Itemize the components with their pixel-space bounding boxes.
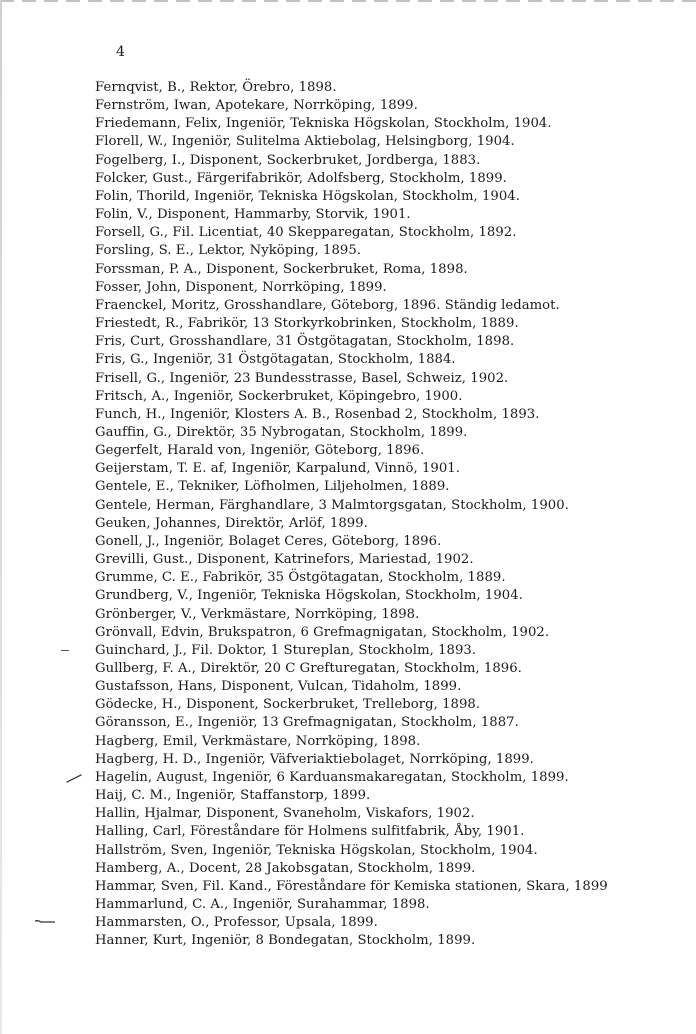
- list-item: [95, 842, 695, 860]
- entry-text: Gustafsson, Hans, Disponent, Vulcan, Tidaholm, 1899.: [95, 679, 462, 695]
- entry-text: Grönvall, Edvin, Brukspatron, 6 Grefmagnigatan, Stockholm, 1902.: [95, 624, 550, 640]
- entry-text: Geuken, Johannes, Direktör, Arlöf, 1899.: [95, 515, 368, 531]
- entry-text: Fernström, Iwan, Apotekare, Norrköping, 1899.: [95, 98, 418, 114]
- list-item: [95, 733, 695, 751]
- list-item: [95, 515, 695, 533]
- entry-text: Gentele, Herman, Färghandlare, 3 Malmtorgsgatan, Stockholm, 1900.: [95, 497, 569, 513]
- entry-text: Forsling, S. E., Lektor, Nyköping, 1895.: [95, 243, 362, 259]
- margin-stroke-mark: [35, 919, 55, 927]
- entry-text: Fraenckel, Moritz, Grosshandlare, Göteborg, 1896. Ständig ledamot.: [95, 297, 560, 313]
- entry-text: Grundberg, V., Ingeniör, Tekniska Högskolan, Stockholm, 1904.: [95, 588, 523, 604]
- list-item: [95, 932, 695, 950]
- list-item: [95, 224, 695, 242]
- list-item: [95, 769, 695, 787]
- entry-text: Funch, H., Ingeniör, Klosters A. B., Rosenbad 2, Stockholm, 1893.: [95, 406, 540, 422]
- list-item: [95, 333, 695, 351]
- entry-text: Gödecke, H., Disponent, Sockerbruket, Trelleborg, 1898.: [95, 697, 481, 713]
- entry-text: Gullberg, F. A., Direktör, 20 C Grefturegatan, Stockholm, 1896.: [95, 661, 522, 676]
- entry-text: Forssman, P. A., Disponent, Sockerbruket, Roma, 1898.: [95, 261, 468, 277]
- list-item: [95, 370, 695, 388]
- entry-text: Fogelberg, I., Disponent, Sockerbruket, Jordberga, 1883.: [95, 152, 481, 168]
- list-item: [95, 497, 695, 515]
- entry-text: Hanner, Kurt, Ingeniör, 8 Bondegatan, Stockholm, 1899.: [95, 933, 476, 949]
- list-item: [95, 823, 695, 841]
- margin-check-mark: [65, 771, 83, 787]
- scan-left-edge: [0, 0, 2, 1034]
- member-list: [95, 79, 695, 951]
- list-item: [95, 660, 695, 678]
- list-item: [95, 279, 695, 297]
- list-item: [95, 751, 695, 769]
- entry-text: Hagelin, August, Ingeniör, 6 Karduansmakaregatan, Stockholm, 1899.: [95, 769, 569, 785]
- list-item: [95, 133, 695, 151]
- entry-text: Gauffin, G., Direktör, 35 Nybrogatan, Stockholm, 1899.: [95, 424, 468, 440]
- list-item: [95, 787, 695, 805]
- list-item: [95, 714, 695, 732]
- list-item: [95, 896, 695, 914]
- entry-text: Folin, V., Disponent, Hammarby, Storvik, 1901.: [95, 207, 411, 223]
- list-item: [95, 805, 695, 823]
- entry-text: Hammarlund, C. A., Ingeniör, Surahammar, 1898.: [95, 897, 430, 913]
- entry-text: Haij, C. M., Ingeniör, Staffanstorp, 1899.: [95, 788, 371, 804]
- entry-text: Folin, Thorild, Ingeniör, Tekniska Högskolan, Stockholm, 1904.: [95, 188, 520, 204]
- list-item: [95, 587, 695, 605]
- list-item: [95, 115, 695, 133]
- entry-text: Hagberg, H. D., Ingeniör, Väfveriaktiebolaget, Norrköping, 1899.: [95, 751, 534, 767]
- list-item: [95, 242, 695, 260]
- list-item: [95, 79, 695, 97]
- page-number: 4: [116, 44, 125, 60]
- list-item: [95, 460, 695, 478]
- entry-text: Grumme, C. E., Fabrikör, 35 Östgötagatan, Stockholm, 1889.: [95, 570, 506, 586]
- entry-text: Göransson, E., Ingeniör, 13 Grefmagnigatan, Stockholm, 1887.: [95, 715, 519, 731]
- entry-text: Friedemann, Felix, Ingeniör, Tekniska Högskolan, Stockholm, 1904.: [95, 116, 552, 132]
- entry-text: Forsell, G., Fil. Licentiat, 40 Skepparegatan, Stockholm, 1892.: [95, 225, 517, 241]
- entry-text: Florell, W., Ingeniör, Sulitelma Aktiebolag, Helsingborg, 1904.: [95, 134, 515, 150]
- list-item: [95, 261, 695, 279]
- list-item: [95, 569, 695, 587]
- list-item: [95, 878, 695, 896]
- list-item: [95, 388, 695, 406]
- entry-text: Gentele, E., Tekniker, Löfholmen, Liljeholmen, 1889.: [95, 479, 450, 495]
- entry-text: Fritsch, A., Ingeniör, Sockerbruket, Köpingebro, 1900.: [95, 388, 463, 404]
- list-item: [95, 914, 695, 932]
- list-item: [95, 188, 695, 206]
- entry-text: Grönberger, V., Verkmästare, Norrköping, 1898.: [95, 606, 420, 622]
- list-item: [95, 442, 695, 460]
- entry-text: Gegerfelt, Harald von, Ingeniör, Göteborg, 1896.: [95, 443, 425, 459]
- list-item: [95, 152, 695, 170]
- list-item: [95, 624, 695, 642]
- entry-text: Geijerstam, T. E. af, Ingeniör, Karpalund, Vinnö, 1901.: [95, 461, 460, 477]
- entry-text: Friestedt, R., Fabrikör, 13 Storkyrkobrinken, Stockholm, 1889.: [95, 316, 519, 332]
- list-item: [95, 315, 695, 333]
- list-item: [95, 351, 695, 369]
- list-item: [95, 606, 695, 624]
- entry-text: Hammarsten, O., Professor, Upsala, 1899.: [95, 915, 378, 931]
- entry-text: Fernqvist, B., Rektor, Örebro, 1898.: [95, 80, 337, 95]
- entry-text: Hagberg, Emil, Verkmästare, Norrköping, 1898.: [95, 733, 421, 749]
- list-item: [95, 297, 695, 315]
- list-item: [95, 97, 695, 115]
- entry-text: Guinchard, J., Fil. Doktor, 1 Stureplan, Stockholm, 1893.: [95, 642, 477, 658]
- list-item: [95, 424, 695, 442]
- entry-text: Fris, Curt, Grosshandlare, 31 Östgötagatan, Stockholm, 1898.: [95, 334, 515, 350]
- entry-text: Hallin, Hjalmar, Disponent, Svaneholm, Viskafors, 1902.: [95, 806, 475, 822]
- entry-text: Grevilli, Gust., Disponent, Katrinefors, Mariestad, 1902.: [95, 552, 474, 568]
- entry-text: Hallström, Sven, Ingeniör, Tekniska Högskolan, Stockholm, 1904.: [95, 842, 538, 858]
- entry-text: Frisell, G., Ingeniör, 23 Bundesstrasse, Basel, Schweiz, 1902.: [95, 370, 509, 386]
- entry-text: Hammar, Sven, Fil. Kand., Föreståndare för Kemiska stationen, Skara, 1899: [95, 878, 608, 894]
- list-item: [95, 533, 695, 551]
- list-item: [95, 478, 695, 496]
- list-item: [95, 696, 695, 714]
- list-item: [95, 551, 695, 569]
- list-item: [95, 860, 695, 878]
- entry-text: Gonell, J., Ingeniör, Bolaget Ceres, Göteborg, 1896.: [95, 533, 442, 549]
- entry-text: Hamberg, A., Docent, 28 Jakobsgatan, Stockholm, 1899.: [95, 860, 476, 876]
- margin-dash-mark: [61, 650, 69, 651]
- scan-top-edge: [0, 0, 696, 2]
- list-item: [95, 170, 695, 188]
- list-item: [95, 678, 695, 696]
- list-item: [95, 206, 695, 224]
- entry-text: Folcker, Gust., Färgerifabrikör, Adolfsberg, Stockholm, 1899.: [95, 170, 507, 186]
- list-item: [95, 642, 695, 660]
- entry-text: Halling, Carl, Föreståndare för Holmens sulfitfabrik, Åby, 1901.: [95, 824, 525, 840]
- entry-text: Fosser, John, Disponent, Norrköping, 1899.: [95, 279, 387, 295]
- entry-text: Fris, G., Ingeniör, 31 Östgötagatan, Stockholm, 1884.: [95, 352, 456, 368]
- list-item: [95, 406, 695, 424]
